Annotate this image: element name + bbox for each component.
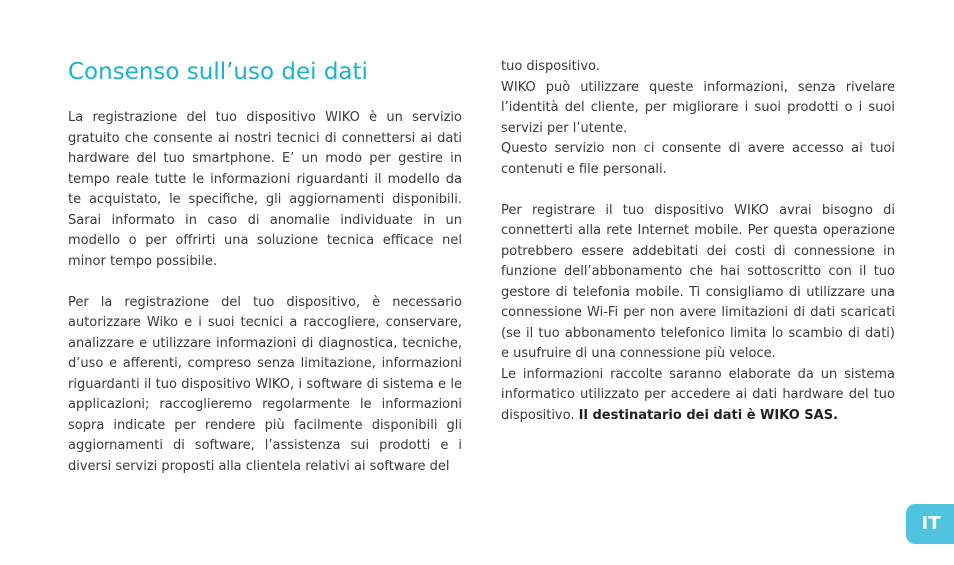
processing-text: Le informazioni raccolte saranno elaborate da un sistema informatico utilizzato per accedere ai dati hardware del tuo dispositivo.: [501, 366, 895, 423]
registration-paragraph: Per la registrazione del tuo dispositivo, è necessario autorizzare Wiko e i suoi tecnici a raccogliere, conservare, analizzare e utilizzare informazioni di diagnostica, tecniche, d’uso e afferenti, compreso senza limitazione, informazioni riguardanti il tuo dispositivo WIKO, i software di sistema e le applicazioni; raccoglieremo regolarmente le informazioni sopra indicate per rendere più facilmente disponibili gli aggiornamenti di software, l’assistenza sui prodotti e i diversi servizi proposti alla clientela relativi ai software del: [68, 294, 462, 474]
privacy-paragraph: WIKO può utilizzare queste informazioni, senza rivelare l’identità del cliente, per migliorare i suoi prodotti o i suoi servizi per l’utente.: [501, 79, 895, 136]
continuation-paragraph: tuo dispositivo.: [501, 59, 600, 74]
left-column: [68, 108, 462, 477]
data-recipient-text: Il destinatario dei dati è WIKO SAS.: [578, 407, 839, 423]
intro-paragraph: La registrazione del tuo dispositivo WIKO è un servizio gratuito che consente ai nostri tecnici di connettersi ai dati hardware del tuo smartphone. E’ un modo per gestire in tempo reale tutte le informazioni riguardanti il modello da te acquistato, le specifiche, gli aggiornamenti disponibili. Sarai informato in caso di anomalie individuate in un modello o per offrirti una soluzione tecnica efficace nel minor tempo possibile.: [68, 110, 462, 269]
access-paragraph: Questo servizio non ci consente di avere accesso ai tuoi contenuti e file personali.: [501, 141, 895, 177]
right-column: [501, 57, 895, 426]
connection-paragraph: Per registrare il tuo dispositivo WIKO avrai bisogno di connetterti alla rete Internet mobile. Per questa operazione potrebbero essere addebitati dei costi di connessione in funzione dell’abbonamento che hai sottoscritto con il tuo gestore di telefonia mobile. Ti consigliamo di utilizzare una connessione Wi-Fi per non avere limitazioni di dati scaricati (se il tuo abbonamento telefonico limita lo scambio di dati) e usufruire di una connessione più veloce.: [501, 202, 895, 361]
page-title: Consenso sull’uso dei dati: [68, 59, 368, 85]
language-tab: IT: [906, 504, 954, 544]
processing-paragraph: [501, 365, 895, 427]
